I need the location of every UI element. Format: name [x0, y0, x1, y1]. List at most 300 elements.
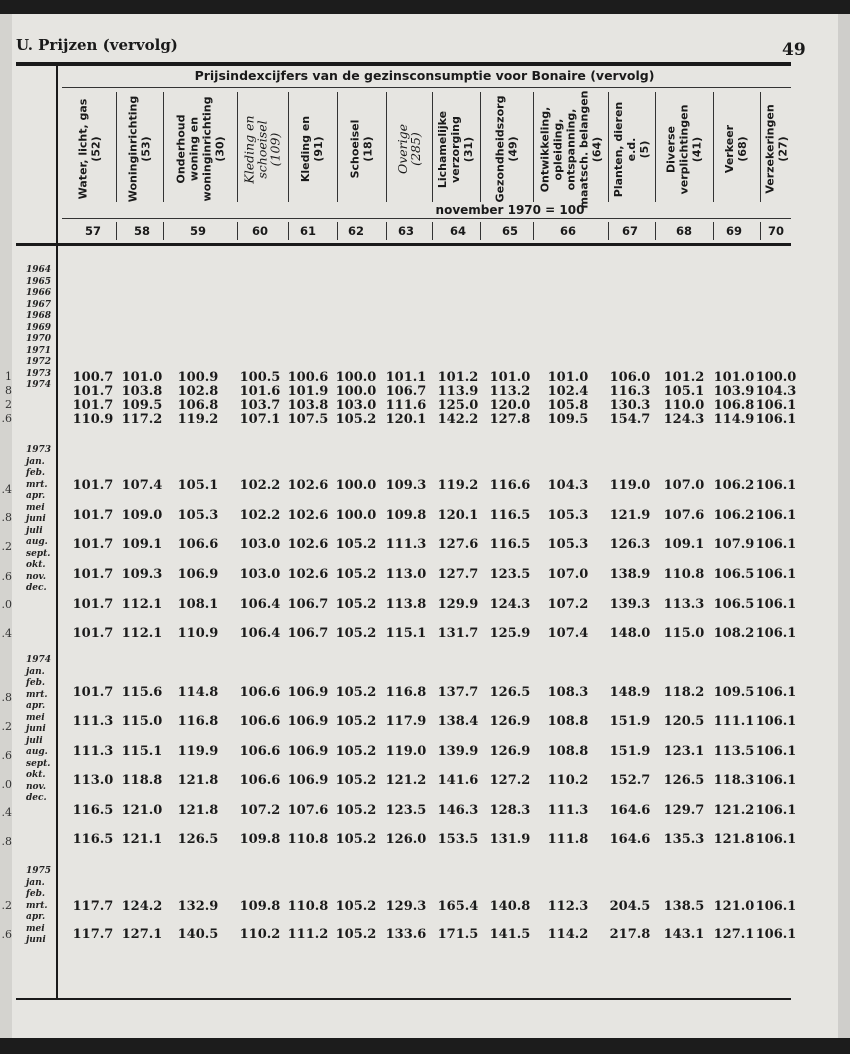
table-cell: 121.9: [609, 508, 651, 523]
table-cell: 114.2: [547, 927, 589, 942]
column-number: 64: [449, 224, 466, 238]
title-rule: [62, 87, 791, 88]
table-cell: 102.6: [287, 478, 329, 493]
stub-label: apr.: [26, 701, 46, 711]
column-separator: [432, 92, 433, 202]
column-header-label: Overige (285): [395, 123, 423, 175]
table-cell: 109.8: [385, 508, 427, 523]
table-cell: 119.2: [437, 478, 479, 493]
table-cell: 106.1: [755, 803, 797, 818]
table-cell: 110.0: [663, 398, 705, 413]
table-cell: 105.3: [547, 508, 589, 523]
stub-label: juni: [26, 514, 46, 524]
table-cell: 126.0: [385, 832, 427, 847]
stub-block-block_1975: [26, 866, 51, 947]
previous-page-fragment: .8: [1, 511, 12, 524]
table-cell: 141.6: [437, 773, 479, 788]
stub-label: apr.: [26, 912, 46, 922]
table-cell: 106.6: [239, 714, 281, 729]
table-cell: 104.3: [547, 478, 589, 493]
stub-label: jan.: [26, 877, 45, 888]
table-cell: 121.2: [385, 773, 427, 788]
table-cell: 171.5: [437, 927, 479, 942]
table-cell: 106.5: [713, 567, 755, 582]
stub-label: 1974: [26, 380, 52, 390]
table-cell: 129.9: [437, 597, 479, 612]
table-cell: 107.2: [547, 597, 589, 612]
column-number: 62: [347, 224, 364, 238]
table-cell: 105.3: [177, 508, 219, 523]
table-cell: 101.7: [72, 384, 114, 399]
stub-label: juli: [26, 525, 43, 536]
table-cell: 109.8: [239, 832, 281, 847]
column-separator: [533, 92, 534, 202]
table-cell: 106.1: [755, 832, 797, 847]
stub-label: 1972: [26, 357, 52, 367]
table-cell: 127.8: [489, 412, 531, 427]
stub-label: feb.: [26, 468, 46, 478]
column-header-59: [163, 90, 237, 208]
stub-label: 1966: [26, 288, 52, 298]
table-cell: 126.3: [609, 537, 651, 552]
table-cell: 139.9: [437, 744, 479, 759]
previous-page-fragment: .8: [1, 691, 12, 704]
table-cell: 164.6: [609, 803, 651, 818]
column-header-63: [386, 90, 432, 208]
table-cell: 148.9: [609, 685, 651, 700]
table-cell: 141.5: [489, 927, 531, 942]
header-bottom-rule: [16, 243, 791, 246]
table-cell: 106.4: [239, 597, 281, 612]
page-number: 49: [782, 40, 806, 60]
column-header-label: Verkeer (68): [723, 124, 750, 174]
table-cell: 108.8: [547, 744, 589, 759]
table-cell: 113.3: [663, 597, 705, 612]
column-header-label: Diverse verplichtingen (41): [664, 104, 704, 194]
table-cell: 100.5: [239, 370, 281, 385]
table-cell: 116.6: [489, 478, 531, 493]
table-cell: 115.6: [121, 685, 163, 700]
stub-label: 1974: [26, 655, 52, 665]
table-cell: 217.8: [609, 927, 651, 942]
table-cell: 127.1: [713, 927, 755, 942]
stub-label: 1975: [26, 866, 52, 876]
table-cell: 101.0: [121, 370, 163, 385]
table-cell: 118.8: [121, 773, 163, 788]
column-header-67: [608, 90, 655, 208]
stub-label: okt.: [26, 560, 46, 570]
table-cell: 102.6: [287, 567, 329, 582]
table-cell: 115.0: [121, 714, 163, 729]
table-cell: 101.7: [72, 537, 114, 552]
table-cell: 120.0: [489, 398, 531, 413]
table-cell: 119.0: [385, 744, 427, 759]
table-cell: 142.2: [437, 412, 479, 427]
table-cell: 110.9: [177, 626, 219, 641]
table-cell: 140.5: [177, 927, 219, 942]
stub-label: mrt.: [26, 900, 48, 911]
table-cell: 106.1: [755, 773, 797, 788]
table-cell: 106.1: [755, 398, 797, 413]
table-cell: 111.2: [287, 927, 329, 942]
previous-page-fragment: .4: [1, 627, 12, 640]
table-cell: 116.8: [385, 685, 427, 700]
table-cell: 110.2: [239, 927, 281, 942]
table-cell: 154.7: [609, 412, 651, 427]
table-cell: 106.9: [177, 567, 219, 582]
column-header-label: Water, licht, gas (52): [76, 98, 103, 200]
table-cell: 101.7: [72, 478, 114, 493]
table-cell: 105.2: [335, 927, 377, 942]
table-cell: 121.8: [177, 803, 219, 818]
column-separator: [655, 92, 656, 202]
table-cell: 148.0: [609, 626, 651, 641]
table-cell: 101.2: [663, 370, 705, 385]
table-cell: 105.2: [335, 773, 377, 788]
table-cell: 100.7: [72, 370, 114, 385]
table-cell: 120.1: [437, 508, 479, 523]
table-cell: 105.1: [177, 478, 219, 493]
table-cell: 107.4: [547, 626, 589, 641]
table-cell: 113.0: [72, 773, 114, 788]
table-cell: 133.6: [385, 927, 427, 942]
table-cell: 128.3: [489, 803, 531, 818]
table-cell: 110.8: [663, 567, 705, 582]
stub-label: nov.: [26, 781, 47, 792]
previous-page-fragment: 2: [5, 398, 12, 411]
table-cell: 106.7: [385, 384, 427, 399]
table-cell: 135.3: [663, 832, 705, 847]
table-cell: 126.5: [177, 832, 219, 847]
column-header-65: [480, 90, 533, 208]
column-number: 67: [621, 224, 638, 238]
table-cell: 103.7: [239, 398, 281, 413]
table-cell: 100.0: [335, 384, 377, 399]
table-cell: 106.4: [239, 626, 281, 641]
stub-label: nov.: [26, 571, 47, 582]
stub-label: 1967: [26, 299, 52, 310]
column-header-label: Kleding en (91): [299, 115, 326, 183]
column-number: 65: [501, 224, 518, 238]
previous-page-fragment: 1: [5, 370, 12, 383]
table-cell: 111.3: [385, 537, 427, 552]
column-header-label: Ontwikkeling, opleiding, ontspanning, maatsch. belangen (64): [538, 90, 603, 208]
table-cell: 111.3: [547, 803, 589, 818]
table-cell: 106.1: [755, 626, 797, 641]
column-header-69: [713, 90, 760, 208]
table-cell: 105.2: [335, 714, 377, 729]
table-cell: 119.9: [177, 744, 219, 759]
column-number: 60: [251, 224, 268, 238]
stub-label: 1970: [26, 334, 52, 344]
previous-page-fragment: .8: [1, 835, 12, 848]
table-cell: 131.9: [489, 832, 531, 847]
table-cell: 117.7: [72, 927, 114, 942]
column-separator: [288, 92, 289, 202]
stub-divider: [56, 66, 58, 998]
table-cell: 106.6: [177, 537, 219, 552]
table-cell: 106.7: [287, 597, 329, 612]
table-cell: 101.7: [72, 398, 114, 413]
table-cell: 102.6: [287, 537, 329, 552]
table-cell: 151.9: [609, 714, 651, 729]
column-header-61: [288, 90, 337, 208]
table-cell: 106.1: [755, 412, 797, 427]
table-cell: 105.3: [547, 537, 589, 552]
table-cell: 103.9: [713, 384, 755, 399]
table-cell: 109.1: [663, 537, 705, 552]
table-cell: 102.4: [547, 384, 589, 399]
table-cell: 110.8: [287, 899, 329, 914]
column-separator: [480, 222, 481, 240]
stub-label: juli: [26, 735, 43, 746]
table-cell: 121.8: [713, 832, 755, 847]
section-title: U. Prijzen (vervolg): [16, 36, 178, 54]
table-cell: 105.2: [335, 597, 377, 612]
table-cell: 102.2: [239, 508, 281, 523]
column-header-64: [432, 90, 480, 208]
table-cell: 106.1: [755, 508, 797, 523]
stub-label: mei: [26, 502, 45, 513]
column-separator: [655, 222, 656, 240]
table-cell: 110.2: [547, 773, 589, 788]
table-cell: 109.1: [121, 537, 163, 552]
table-cell: 165.4: [437, 899, 479, 914]
table-cell: 103.8: [287, 398, 329, 413]
table-cell: 107.6: [287, 803, 329, 818]
stub-label: 1968: [26, 311, 52, 321]
table-cell: 151.9: [609, 744, 651, 759]
table-cell: 106.0: [609, 370, 651, 385]
table-cell: 102.8: [177, 384, 219, 399]
table-cell: 107.6: [663, 508, 705, 523]
previous-page-fragment: .2: [1, 540, 12, 553]
table-cell: 106.2: [713, 508, 755, 523]
column-header-70: [760, 90, 794, 208]
table-cell: 109.0: [121, 508, 163, 523]
table-cell: 109.5: [547, 412, 589, 427]
table-cell: 105.2: [335, 899, 377, 914]
table-cell: 110.8: [287, 832, 329, 847]
table-cell: 113.8: [385, 597, 427, 612]
previous-page-fragment: .4: [1, 483, 12, 496]
table-cell: 109.3: [385, 478, 427, 493]
table-cell: 106.1: [755, 899, 797, 914]
stub-label: sept.: [26, 548, 51, 559]
stub-label: jan.: [26, 666, 45, 677]
table-cell: 111.6: [385, 398, 427, 413]
table-cell: 130.3: [609, 398, 651, 413]
table-cell: 109.3: [121, 567, 163, 582]
stub-label: apr.: [26, 491, 46, 501]
table-cell: 132.9: [177, 899, 219, 914]
table-cell: 107.5: [287, 412, 329, 427]
table-cell: 139.3: [609, 597, 651, 612]
table-cell: 152.7: [609, 773, 651, 788]
table-cell: 100.9: [177, 370, 219, 385]
table-cell: 126.9: [489, 744, 531, 759]
table-cell: 118.2: [663, 685, 705, 700]
table-cell: 123.5: [385, 803, 427, 818]
table-cell: 120.5: [663, 714, 705, 729]
column-number: 68: [675, 224, 692, 238]
table-cell: 119.2: [177, 412, 219, 427]
table-cell: 115.1: [385, 626, 427, 641]
table-cell: 127.2: [489, 773, 531, 788]
stub-label: sept.: [26, 758, 51, 769]
table-cell: 106.1: [755, 537, 797, 552]
table-cell: 101.7: [72, 685, 114, 700]
stub-block-years: [26, 265, 51, 392]
table-cell: 106.1: [755, 567, 797, 582]
table-cell: 117.9: [385, 714, 427, 729]
table-cell: 138.5: [663, 899, 705, 914]
table-cell: 102.2: [239, 478, 281, 493]
table-cell: 129.3: [385, 899, 427, 914]
table-cell: 164.6: [609, 832, 651, 847]
table-cell: 106.1: [755, 597, 797, 612]
table-title: Prijsindexcijfers van de gezinsconsumptie voor Bonaire (vervolg): [194, 68, 655, 83]
table-cell: 105.2: [335, 832, 377, 847]
column-number: 70: [767, 224, 784, 238]
table-cell: 105.2: [335, 537, 377, 552]
stub-label: 1964: [26, 265, 52, 275]
table-cell: 103.0: [335, 398, 377, 413]
table-cell: 111.8: [547, 832, 589, 847]
table-cell: 106.8: [177, 398, 219, 413]
table-cell: 108.3: [547, 685, 589, 700]
table-cell: 127.6: [437, 537, 479, 552]
table-cell: 123.1: [663, 744, 705, 759]
column-header-label: Gezondheidszorg (49): [493, 95, 520, 203]
table-cell: 101.7: [72, 508, 114, 523]
table-cell: 121.0: [121, 803, 163, 818]
table-cell: 101.2: [437, 370, 479, 385]
table-cell: 108.2: [713, 626, 755, 641]
previous-page-fragment: .6: [1, 570, 12, 583]
table-cell: 111.3: [72, 744, 114, 759]
table-cell: 153.5: [437, 832, 479, 847]
previous-page-fragment: .6: [1, 412, 12, 425]
column-header-label: Onderhoud woning en woninginrichting (30): [174, 96, 227, 202]
table-cell: 115.0: [663, 626, 705, 641]
column-separator: [163, 222, 164, 240]
table-cell: 101.6: [239, 384, 281, 399]
table-cell: 101.7: [72, 626, 114, 641]
table-cell: 116.5: [489, 508, 531, 523]
stub-label: okt.: [26, 770, 46, 780]
table-cell: 112.1: [121, 626, 163, 641]
column-separator: [163, 92, 164, 202]
table-cell: 101.7: [72, 567, 114, 582]
previous-page-fragment: .2: [1, 720, 12, 733]
table-cell: 131.7: [437, 626, 479, 641]
table-cell: 113.0: [385, 567, 427, 582]
stub-label: feb.: [26, 889, 46, 899]
table-cell: 107.0: [547, 567, 589, 582]
table-cell: 114.9: [713, 412, 755, 427]
table-cell: 101.0: [713, 370, 755, 385]
table-cell: 106.5: [713, 597, 755, 612]
table-cell: 106.9: [287, 685, 329, 700]
table-cell: 117.2: [121, 412, 163, 427]
table-cell: 105.2: [335, 412, 377, 427]
table-cell: 105.2: [335, 744, 377, 759]
table-cell: 106.9: [287, 773, 329, 788]
column-separator: [237, 92, 238, 202]
column-number: 57: [84, 224, 101, 238]
table-cell: 108.1: [177, 597, 219, 612]
column-header-62: [337, 90, 386, 208]
table-cell: 117.7: [72, 899, 114, 914]
table-cell: 100.0: [335, 508, 377, 523]
column-header-60: [237, 90, 288, 208]
table-cell: 126.9: [489, 714, 531, 729]
previous-page-fragment: .0: [1, 598, 12, 611]
column-separator: [533, 222, 534, 240]
table-cell: 106.2: [713, 478, 755, 493]
stub-label: jan.: [26, 456, 45, 467]
table-cell: 100.0: [335, 370, 377, 385]
table-cell: 105.1: [663, 384, 705, 399]
table-cell: 107.4: [121, 478, 163, 493]
table-cell: 112.1: [121, 597, 163, 612]
column-header-66: [533, 90, 608, 208]
table-cell: 111.1: [713, 714, 755, 729]
column-separator: [480, 92, 481, 202]
table-cell: 125.0: [437, 398, 479, 413]
stub-label: mrt.: [26, 479, 48, 490]
table-cell: 106.9: [287, 744, 329, 759]
previous-page-fragment: .0: [1, 778, 12, 791]
table-cell: 106.7: [287, 626, 329, 641]
stub-label: feb.: [26, 678, 46, 688]
top-rule: [16, 62, 791, 66]
previous-page-fragment: .4: [1, 806, 12, 819]
table-cell: 124.3: [663, 412, 705, 427]
table-cell: 112.3: [547, 899, 589, 914]
table-cell: 127.1: [121, 927, 163, 942]
table-cell: 107.2: [239, 803, 281, 818]
table-cell: 204.5: [609, 899, 651, 914]
table-cell: 106.6: [239, 773, 281, 788]
column-separator: [608, 222, 609, 240]
column-separator: [116, 92, 117, 202]
column-header-label: Woninginrichting (53): [126, 95, 153, 203]
table-cell: 116.5: [489, 537, 531, 552]
column-number: 69: [725, 224, 742, 238]
table-cell: 103.0: [239, 567, 281, 582]
table-cell: 103.0: [239, 537, 281, 552]
column-header-label: Planten, dieren e.d. (5): [612, 101, 651, 197]
table-cell: 109.5: [713, 685, 755, 700]
column-number: 63: [397, 224, 414, 238]
table-cell: 119.0: [609, 478, 651, 493]
column-header-68: [655, 90, 713, 208]
previous-page-fragment: .6: [1, 928, 12, 941]
table-cell: 107.1: [239, 412, 281, 427]
previous-page-fragment: .6: [1, 749, 12, 762]
column-number: 61: [299, 224, 316, 238]
table-cell: 100.0: [335, 478, 377, 493]
stub-label: mei: [26, 923, 45, 934]
stub-label: dec.: [26, 793, 47, 803]
table-cell: 113.9: [437, 384, 479, 399]
table-cell: 140.8: [489, 899, 531, 914]
table-cell: 101.7: [72, 597, 114, 612]
column-number: 59: [189, 224, 206, 238]
table-cell: 101.0: [489, 370, 531, 385]
